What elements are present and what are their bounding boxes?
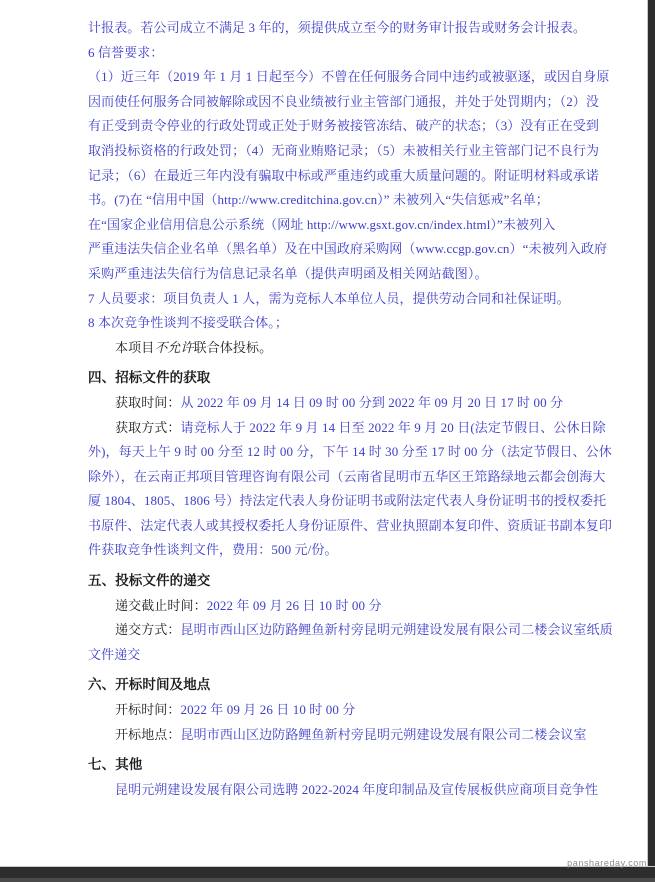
doc-text-segment: 昆明市西山区边防路鲤鱼新村旁昆明元朔建设发展有限公司二楼会议室 bbox=[180, 726, 587, 742]
doc-line bbox=[88, 65, 610, 90]
doc-heading-line bbox=[88, 360, 570, 391]
doc-text-segment: 2022 年 09 月 26 日 10 时 00 分 bbox=[180, 702, 356, 718]
doc-line bbox=[88, 164, 600, 189]
doc-line bbox=[88, 440, 612, 465]
doc-text-segment: 本项目 bbox=[115, 339, 155, 355]
doc-text-segment: 除外），在云南正邦项目管理咨询有限公司（云南省昆明市五华区王筇路绿地云都会创海大 bbox=[88, 468, 606, 484]
doc-line bbox=[88, 336, 570, 361]
doc-line bbox=[88, 618, 613, 643]
doc-line bbox=[88, 698, 570, 723]
doc-text-segment: 计报表。若公司成立不满足 3 年的，须提供成立至今的财务审计报告或财务会计报表。 bbox=[88, 20, 587, 35]
doc-line bbox=[88, 465, 606, 490]
doc-text-segment: 四、招标文件的获取 bbox=[88, 370, 211, 386]
doc-text-segment: 五、投标文件的递交 bbox=[88, 573, 211, 589]
doc-text-segment: 联合体投标。 bbox=[193, 339, 273, 355]
doc-text-segment: 昆明元朔建设发展有限公司选聘 2022-2024 年度印制品及宣传展板供应商项目竞争性 bbox=[115, 781, 599, 797]
doc-text-segment: 8 本次竞争性谈判不接受联合体。； bbox=[88, 315, 288, 331]
doc-heading-line bbox=[88, 667, 570, 698]
doc-text-segment: 记录；（6）在最近三年内没有骗取中标或严重违约或重大质量问题的。附证明材料或承诺 bbox=[88, 167, 600, 183]
doc-text-segment: （1）近三年（2019 年 1 月 1 日起至今）不曾在任何服务合同中违约或被驱逐，或因自身原 bbox=[88, 69, 610, 85]
doc-line bbox=[88, 538, 570, 563]
doc-text-segment: 六、开标时间及地点 bbox=[88, 677, 211, 693]
doc-line bbox=[88, 391, 570, 416]
doc-line bbox=[88, 489, 607, 514]
doc-line bbox=[88, 213, 570, 238]
doc-line bbox=[88, 416, 606, 441]
doc-line bbox=[88, 311, 570, 336]
doc-line bbox=[88, 188, 570, 213]
doc-text-segment: 采购严重违法失信行为信息记录名单（提供声明函及相关网站截图）。 bbox=[88, 265, 488, 281]
doc-line bbox=[88, 287, 570, 312]
doc-text-segment: 开标地点： bbox=[115, 726, 181, 742]
doc-line bbox=[88, 41, 570, 66]
doc-text-segment: 从 2022 年 09 月 14 日 09 时 00 分到 2022 年 09 月 20 日 17 时 00 分 bbox=[180, 394, 564, 410]
doc-text-segment: 递交截止时间： bbox=[115, 597, 207, 613]
page-edge-right bbox=[647, 0, 655, 882]
doc-text-segment: 书。(7)在 “信用中国（http://www.creditchina.gov.cn）” 未被列入“失信惩戒”名单； bbox=[88, 192, 549, 208]
doc-text-segment: 昆明市西山区边防路鲤鱼新村旁昆明元朔建设发展有限公司二楼会议室纸质 bbox=[180, 622, 613, 638]
doc-heading-line bbox=[88, 747, 570, 778]
doc-line bbox=[88, 514, 613, 539]
doc-text-segment: 厦 1804、1805、1806 号）持法定代表人身份证明书或附法定代表人身份证明书的授权委托 bbox=[88, 493, 607, 509]
doc-text-segment: 在“国家企业信用信息公示系统（网址 http://www.gsxt.gov.cn/index.html）”未被列入 bbox=[88, 216, 556, 232]
doc-line bbox=[88, 643, 570, 668]
doc-text-segment: 外)，每天上午 9 时 00 分至 12 时 00 分，下午 14 时 30 分至 17 时 00 分（法定节假日、公休 bbox=[88, 444, 612, 460]
doc-text-segment: 获取方式： bbox=[115, 419, 181, 435]
doc-line bbox=[88, 16, 587, 41]
doc-line bbox=[88, 723, 587, 748]
doc-text-segment: 2022 年 09 月 26 日 10 时 00 分 bbox=[206, 597, 382, 613]
doc-text-segment: 文件递交 bbox=[88, 646, 141, 662]
doc-text-segment: 因而使任何服务合同被解除或因不良业绩被行业主管部门通报，并处于处罚期内；（2）没 bbox=[88, 93, 600, 109]
doc-text-segment: 开标时间： bbox=[115, 702, 181, 718]
doc-text-segment: 书原件、法定代表人或其授权委托人身份证原件、营业执照副本复印件、资质证书副本复印 bbox=[88, 517, 613, 533]
page-edge-bottom bbox=[0, 866, 655, 882]
doc-text-segment: 请竞标人于 2022 年 9 月 14 日至 2022 年 9 月 20 日(法定节假日、公休日除 bbox=[180, 419, 606, 435]
doc-text-segment: 件获取竞争性谈判文件，费用：500 元/份。 bbox=[88, 542, 338, 558]
doc-text-segment: 有正受到责令停业的行政处罚或正处于财务被接管冻结、破产的状态；（3）没有正在受到 bbox=[88, 118, 600, 134]
watermark: panshareday.com bbox=[567, 858, 647, 868]
doc-line bbox=[88, 262, 570, 287]
doc-line bbox=[88, 237, 608, 262]
doc-text-segment: 递交方式： bbox=[115, 622, 181, 638]
doc-text-segment: 取消投标资格的行政处罚；（4）无商业贿赂记录；（5）未被相关行业主管部门记不良行为 bbox=[88, 142, 600, 158]
doc-text-segment: 6 信誉要求： bbox=[88, 44, 164, 60]
doc-line bbox=[88, 139, 600, 164]
doc-line bbox=[88, 114, 600, 139]
doc-text-segment: 7 人员要求：项目负责人 1 人，需为竞标人本单位人员，提供劳动合同和社保证明。 bbox=[88, 290, 570, 306]
doc-text-segment: 严重违法失信企业名单（黑名单）及在中国政府采购网（www.ccgp.gov.cn）“未被列入政府 bbox=[88, 241, 608, 257]
doc-text-segment: 七、其他 bbox=[88, 757, 143, 773]
page-edge-bottom-shadow bbox=[0, 878, 655, 882]
document-content bbox=[88, 16, 613, 802]
doc-text-segment: 获取时间： bbox=[115, 394, 181, 410]
doc-line bbox=[88, 90, 600, 115]
doc-heading-line bbox=[88, 563, 570, 594]
doc-text-segment: 不允许 bbox=[154, 339, 194, 355]
doc-line bbox=[88, 778, 599, 803]
doc-line bbox=[88, 594, 570, 619]
